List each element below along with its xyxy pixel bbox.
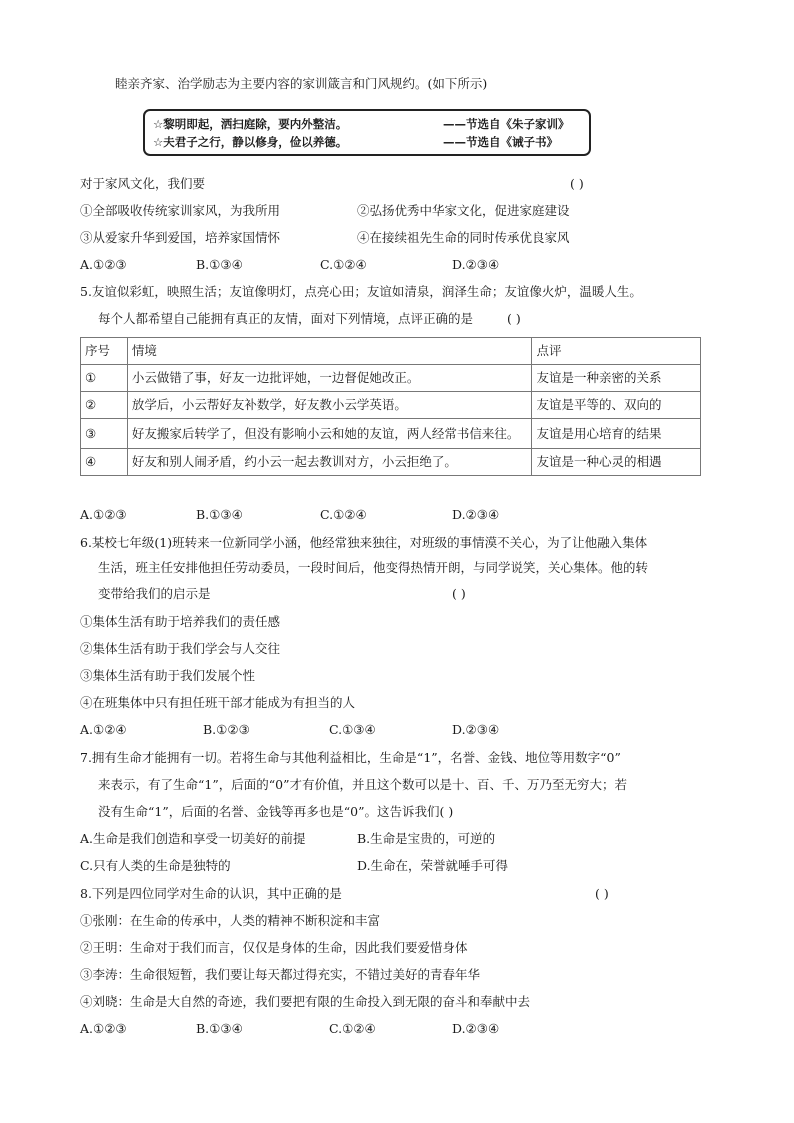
table-cell-no: ③ xyxy=(81,419,128,449)
q5-option-b: B.①③④ xyxy=(196,507,243,522)
q6-item-1: ①集体生活有助于培养我们的责任感 xyxy=(80,614,281,629)
table-row xyxy=(81,392,701,419)
q5-option-c: C.①②④ xyxy=(320,507,367,522)
friendship-table xyxy=(80,337,701,476)
q6-option-b: B.①②③ xyxy=(203,722,250,737)
q6-option-d: D.②③④ xyxy=(452,722,500,737)
q7-option-b: B.生命是宝贵的，可逆的 xyxy=(357,831,496,846)
q6-stem-line3: 变带给我们的启示是 xyxy=(98,586,211,601)
table-header-scene: 情境 xyxy=(127,338,532,365)
q5-stem-line1: 5.友谊似彩虹，映照生活；友谊像明灯，点亮心田；友谊如清泉，润泽生命；友谊像火炉，温暖人生。 xyxy=(80,284,642,299)
q4-option-a: A.①②③ xyxy=(80,257,127,272)
intro-line: 睦亲齐家、治学励志为主要内容的家训箴言和门风规约。(如下所示) xyxy=(115,76,488,91)
q8-stem: 8.下列是四位同学对生命的认识，其中正确的是 xyxy=(80,886,342,901)
table-cell-no: ② xyxy=(81,392,128,419)
table-cell-scene: 好友搬家后转学了，但没有影响小云和她的友谊，两人经常书信来往。 xyxy=(127,419,532,449)
table-cell-comment: 友谊是用心培育的结果 xyxy=(532,419,701,449)
q4-option-b: B.①③④ xyxy=(196,257,243,272)
q4-option-d: D.②③④ xyxy=(452,257,500,272)
q8-item-3: ③李涛：生命很短暂，我们要让每天都过得充实，不错过美好的青春年华 xyxy=(80,967,481,982)
q7-stem-line3: 没有生命“1”，后面的名誉、金钱等再多也是“0”。这告诉我们( ) xyxy=(98,804,454,819)
table-header-row xyxy=(81,338,701,365)
q6-item-4: ④在班集体中只有担任班干部才能成为有担当的人 xyxy=(80,695,356,710)
q4-item-2: ②弘扬优秀中华家文化，促进家庭建设 xyxy=(357,203,570,218)
table-cell-comment: 友谊是平等的、双向的 xyxy=(532,392,701,419)
q4-stem: 对于家风文化，我们要 xyxy=(80,176,206,191)
quote-2-source: ——节选自《诫子书》 xyxy=(443,135,558,149)
q6-stem-line2: 生活，班主任安排他担任劳动委员，一段时间后，他变得热情开朗，与同学说笑，关心集体。他的转 xyxy=(98,560,649,575)
q8-option-a: A.①②③ xyxy=(80,1021,127,1036)
quote-2-text: ☆夫君子之行，静以修身，俭以养德。 xyxy=(153,135,348,149)
table-row xyxy=(81,419,701,449)
q5-option-d: D.②③④ xyxy=(452,507,500,522)
q7-option-c: C.只有人类的生命是独特的 xyxy=(80,858,231,873)
quote-1-text: ☆黎明即起，洒扫庭除，要内外整洁。 xyxy=(153,117,348,131)
q4-item-4: ④在接续祖先生命的同时传承优良家风 xyxy=(357,230,570,245)
q8-answer-paren: ( ) xyxy=(595,886,609,901)
q8-option-c: C.①②④ xyxy=(329,1021,376,1036)
q8-item-1: ①张刚：在生命的传承中，人类的精神不断积淀和丰富 xyxy=(80,913,381,928)
q7-stem-line1: 7.拥有生命才能拥有一切。若将生命与其他利益相比，生命是“1”，名誉、金钱、地位等用数字“0” xyxy=(80,750,621,765)
q6-option-c: C.①③④ xyxy=(329,722,376,737)
q5-answer-paren: ( ) xyxy=(507,311,521,326)
q6-stem-line1: 6.某校七年级(1)班转来一位新同学小涵，他经常独来独往，对班级的事情漠不关心，为了让他融入集体 xyxy=(80,535,648,550)
quote-box xyxy=(143,109,591,156)
q4-answer-paren: ( ) xyxy=(570,176,584,191)
q5-stem-line2: 每个人都希望自己能拥有真正的友情，面对下列情境，点评正确的是 xyxy=(98,311,474,326)
q8-item-2: ②王明：生命对于我们而言，仅仅是身体的生命，因此我们要爱惜身体 xyxy=(80,940,468,955)
table-row xyxy=(81,449,701,476)
q7-stem-line2: 来表示，有了生命“1”，后面的“0”才有价值，并且这个数可以是十、百、千、万乃至无穷大；若 xyxy=(98,777,627,792)
table-cell-comment: 友谊是一种亲密的关系 xyxy=(532,365,701,392)
table-cell-no: ④ xyxy=(81,449,128,476)
table-cell-comment: 友谊是一种心灵的相遇 xyxy=(532,449,701,476)
q4-item-1: ①全部吸收传统家训家风，为我所用 xyxy=(80,203,281,218)
table-cell-no: ① xyxy=(81,365,128,392)
q6-item-3: ③集体生活有助于我们发展个性 xyxy=(80,668,256,683)
quote-1-source: ——节选自《朱子家训》 xyxy=(443,117,570,131)
q7-option-d: D.生命在，荣誉就唾手可得 xyxy=(357,858,509,873)
table-cell-scene: 好友和别人闹矛盾，约小云一起去教训对方，小云拒绝了。 xyxy=(127,449,532,476)
q8-option-b: B.①③④ xyxy=(196,1021,243,1036)
q6-option-a: A.①②④ xyxy=(80,722,127,737)
table-cell-scene: 小云做错了事，好友一边批评她，一边督促她改正。 xyxy=(127,365,532,392)
table-cell-scene: 放学后，小云帮好友补数学，好友教小云学英语。 xyxy=(127,392,532,419)
q8-option-d: D.②③④ xyxy=(452,1021,500,1036)
q8-item-4: ④刘晓：生命是大自然的奇迹，我们要把有限的生命投入到无限的奋斗和奉献中去 xyxy=(80,994,531,1009)
q7-option-a: A.生命是我们创造和享受一切美好的前提 xyxy=(80,831,306,846)
q6-answer-paren: ( ) xyxy=(452,586,466,601)
q5-option-a: A.①②③ xyxy=(80,507,127,522)
table-header-comment: 点评 xyxy=(532,338,701,365)
q6-item-2: ②集体生活有助于我们学会与人交往 xyxy=(80,641,281,656)
table-row xyxy=(81,365,701,392)
table-header-no: 序号 xyxy=(81,338,128,365)
q4-item-3: ③从爱家升华到爱国，培养家国情怀 xyxy=(80,230,281,245)
q4-option-c: C.①②④ xyxy=(320,257,367,272)
